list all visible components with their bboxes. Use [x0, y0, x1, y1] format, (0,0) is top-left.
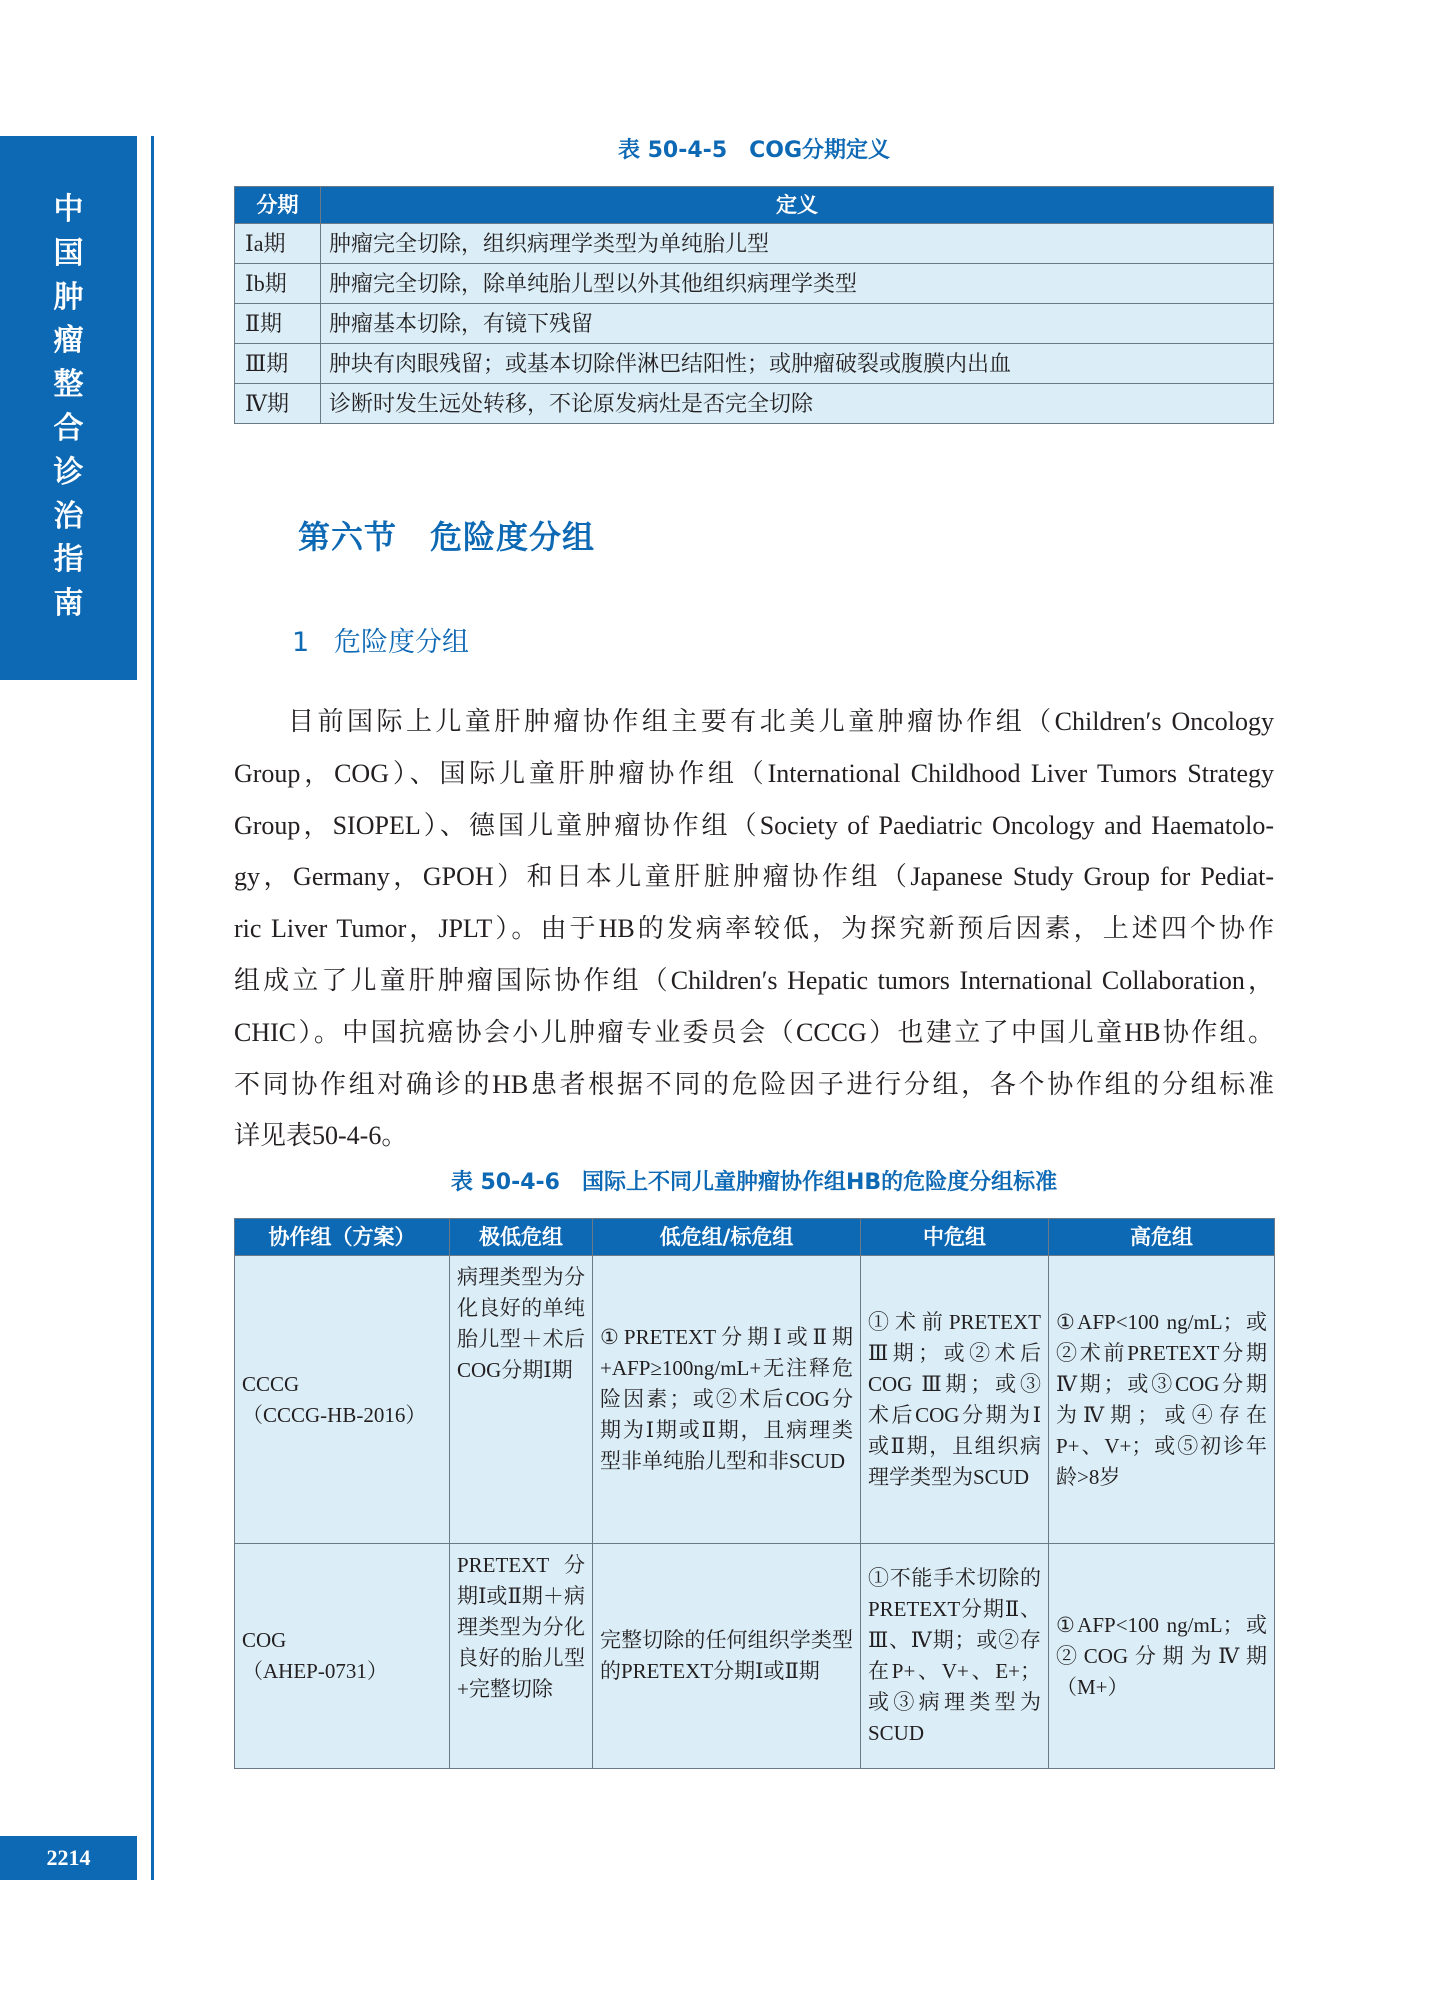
- table-row: [235, 344, 1274, 384]
- group-name: COG: [242, 1628, 287, 1652]
- paragraph-line: 不同协作组对确诊的HB患者根据不同的危险因子进行分组，各个协作组的分组标准: [234, 1069, 1274, 1099]
- margin-rule: [151, 136, 154, 1880]
- sidebar-title-char: 瘤: [53, 323, 84, 359]
- table-row: [235, 1544, 1275, 1769]
- sidebar-title-char: 指: [53, 542, 84, 578]
- intermediate-risk-cell: ①术前PRETEXT Ⅲ期；或②术后COG Ⅲ期；或③术后COG分期为Ⅰ或Ⅱ期，且组织病理学类型为SCUD: [861, 1256, 1049, 1544]
- table-header-row: [235, 187, 1274, 224]
- stage-cell: Ⅰb期: [235, 264, 321, 304]
- definition-cell: 肿块有肉眼残留；或基本切除伴淋巴结阳性；或肿瘤破裂或腹膜内出血: [321, 344, 1274, 384]
- table-row: [235, 224, 1274, 264]
- group-cell: [235, 1256, 450, 1544]
- protocol-name: （AHEP-0731）: [242, 1659, 388, 1683]
- high-risk-cell: ①AFP<100 ng/mL；或②COG分期为Ⅳ期（M+）: [1049, 1544, 1275, 1769]
- very-low-risk-cell: PRETEXT分期Ⅰ或Ⅱ期＋病理类型为分化良好的胎儿型+完整切除: [450, 1544, 593, 1769]
- intermediate-risk-cell: ①不能手术切除的PRETEXT分期Ⅱ、Ⅲ、Ⅳ期；或②存在P+、V+、E+；或③病理类型为SCUD: [861, 1544, 1049, 1769]
- risk-group-table: [234, 1218, 1275, 1769]
- column-header: 分期: [235, 187, 321, 224]
- table-row: [235, 384, 1274, 424]
- sidebar-title-char: 整: [53, 367, 84, 403]
- table-row: [235, 1256, 1275, 1544]
- definition-cell: 诊断时发生远处转移，不论原发病灶是否完全切除: [321, 384, 1274, 424]
- table-header-row: [235, 1219, 1275, 1256]
- low-risk-cell: ①PRETEXT分期Ⅰ或Ⅱ期+AFP≥100ng/mL+无注释危险因素；或②术后COG分期为Ⅰ期或Ⅱ期，且病理类型非单纯胎儿型和非SCUD: [593, 1256, 861, 1544]
- subsection-number: 1: [292, 627, 310, 658]
- column-header: 定义: [321, 187, 1274, 224]
- table-row: [235, 304, 1274, 344]
- table-row: [235, 264, 1274, 304]
- paragraph-line: Group，COG）、国际儿童肝肿瘤协作组（International Childhood Liver Tumors Strategy: [234, 758, 1274, 788]
- paragraph-line: gy，Germany，GPOH）和日本儿童肝脏肿瘤协作组（Japanese Study Group for Pediat-: [234, 862, 1274, 892]
- body-paragraph: [234, 696, 1274, 1162]
- sidebar-title-char: 诊: [53, 454, 84, 490]
- stage-cell: Ⅳ期: [235, 384, 321, 424]
- sidebar-title-char: 南: [53, 586, 84, 622]
- stage-cell: Ⅰa期: [235, 224, 321, 264]
- very-low-risk-cell: 病理类型为分化良好的单纯胎儿型＋术后COG分期Ⅰ期: [450, 1256, 593, 1544]
- cog-stage-table: [234, 186, 1274, 424]
- paragraph-line: 详见表50-4-6。: [234, 1121, 408, 1151]
- column-header: 低危组/标危组: [593, 1219, 861, 1256]
- definition-cell: 肿瘤完全切除，组织病理学类型为单纯胎儿型: [321, 224, 1274, 264]
- page-number: 2214: [0, 1836, 137, 1880]
- sidebar-title-band: [0, 136, 137, 680]
- stage-cell: Ⅲ期: [235, 344, 321, 384]
- high-risk-cell: ①AFP<100 ng/mL；或②术前PRETEXT分期Ⅳ期；或③COG分期为Ⅳ期；或④存在P+、V+；或⑤初诊年龄>8岁: [1049, 1256, 1275, 1544]
- sidebar-title-char: 国: [53, 235, 84, 271]
- group-name: CCCG: [242, 1371, 300, 1396]
- paragraph-line: 组成立了儿童肝肿瘤国际协作组（Children′s Hepatic tumors International Collaboration，: [234, 965, 1274, 995]
- column-header: 协作组（方案）: [235, 1219, 450, 1256]
- sidebar-title-char: 合: [53, 410, 84, 446]
- definition-cell: 肿瘤完全切除，除单纯胎儿型以外其他组织病理学类型: [321, 264, 1274, 304]
- paragraph-line: 目前国际上儿童肝肿瘤协作组主要有北美儿童肿瘤协作组（Children′s Oncology: [288, 707, 1274, 736]
- table2-caption: 表 50-4-6 国际上不同儿童肿瘤协作组HB的危险度分组标准: [450, 1170, 1058, 1195]
- stage-cell: Ⅱ期: [235, 304, 321, 344]
- paragraph-line: CHIC）。中国抗癌协会小儿肿瘤专业委员会（CCCG）也建立了中国儿童HB协作组。: [234, 1017, 1274, 1047]
- column-header: 中危组: [861, 1219, 1049, 1256]
- column-header: 高危组: [1049, 1219, 1275, 1256]
- protocol-name: （CCCG-HB-2016）: [242, 1402, 427, 1427]
- definition-cell: 肿瘤基本切除，有镜下残留: [321, 304, 1274, 344]
- subsection-label: 危险度分组: [334, 627, 469, 658]
- group-cell: [235, 1544, 450, 1769]
- sidebar-title-char: 治: [53, 498, 84, 534]
- table1-caption: 表 50-4-5 COG分期定义: [617, 138, 891, 163]
- sidebar-title-char: 中: [53, 192, 84, 227]
- paragraph-line: ric Liver Tumor，JPLT）。由于HB的发病率较低，为探究新预后因素，上述四个协作: [234, 914, 1274, 944]
- subsection-title: [292, 620, 469, 659]
- paragraph-line: Group，SIOPEL）、德国儿童肿瘤协作组（Society of Paediatric Oncology and Haematolo-: [234, 810, 1274, 840]
- sidebar-title-char: 肿: [53, 279, 84, 315]
- section-title: 第六节 危险度分组: [298, 519, 596, 555]
- low-risk-cell: 完整切除的任何组织学类型的PRETEXT分期Ⅰ或Ⅱ期: [593, 1544, 861, 1769]
- column-header: 极低危组: [450, 1219, 593, 1256]
